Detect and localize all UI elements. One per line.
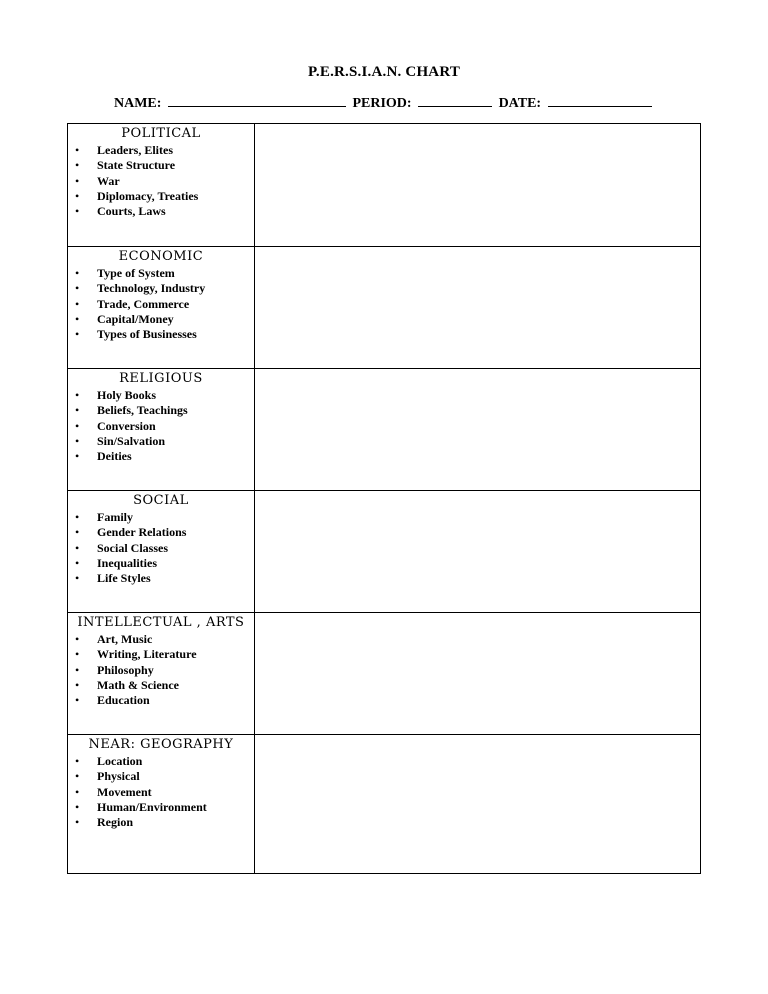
- chart-row-geography: [68, 735, 701, 874]
- category-list: [68, 754, 254, 830]
- list-item: • Inequalities: [68, 556, 254, 571]
- list-item: • Types of Businesses: [68, 327, 254, 342]
- category-list: [68, 143, 254, 219]
- list-item: • Holy Books: [68, 388, 254, 403]
- list-item: • Location: [68, 754, 254, 769]
- notes-cell-intellectual[interactable]: [254, 613, 700, 735]
- list-item: • Trade, Commerce: [68, 297, 254, 312]
- persian-chart-table: [67, 123, 701, 874]
- category-title: ECONOMIC: [118, 249, 204, 264]
- list-item: • Education: [68, 693, 254, 708]
- category-title: POLITICAL: [121, 126, 201, 141]
- category-list: [68, 632, 254, 708]
- list-item: • Type of System: [68, 266, 254, 281]
- category-list: [68, 510, 254, 586]
- category-cell: [68, 613, 255, 735]
- category-title: RELIGIOUS: [119, 371, 203, 386]
- list-item: • Deities: [68, 449, 254, 464]
- student-info-line: [114, 94, 655, 112]
- list-item: • Gender Relations: [68, 525, 254, 540]
- category-cell: [68, 369, 255, 491]
- list-item: • Capital/Money: [68, 312, 254, 327]
- date-blank[interactable]: [548, 94, 652, 107]
- list-item: • Courts, Laws: [68, 204, 254, 219]
- list-item: • Leaders, Elites: [68, 143, 254, 158]
- list-item: • Movement: [68, 785, 254, 800]
- list-item: • Technology, Industry: [68, 281, 254, 296]
- list-item: • Writing, Literature: [68, 647, 254, 662]
- list-item: • Social Classes: [68, 541, 254, 556]
- chart-row-political: [68, 124, 701, 247]
- notes-cell-religious[interactable]: [254, 369, 700, 491]
- category-cell: [68, 491, 255, 613]
- category-cell: [68, 124, 255, 247]
- list-item: • War: [68, 174, 254, 189]
- category-cell: [68, 247, 255, 369]
- category-title: INTELLECTUAL , ARTS: [77, 615, 245, 630]
- notes-cell-economic[interactable]: [254, 247, 700, 369]
- page-title: P.E.R.S.I.A.N. CHART: [307, 64, 461, 80]
- list-item: • Life Styles: [68, 571, 254, 586]
- category-title: SOCIAL: [133, 493, 189, 508]
- notes-cell-political[interactable]: [254, 124, 700, 247]
- list-item: • Philosophy: [68, 663, 254, 678]
- list-item: • Math & Science: [68, 678, 254, 693]
- notes-cell-geography[interactable]: [254, 735, 700, 874]
- chart-row-social: [68, 491, 701, 613]
- period-blank[interactable]: [418, 94, 492, 107]
- name-label: NAME:: [114, 96, 162, 111]
- chart-row-intellectual: [68, 613, 701, 735]
- category-title: NEAR: GEOGRAPHY: [88, 737, 234, 752]
- list-item: • Region: [68, 815, 254, 830]
- list-item: • Beliefs, Teachings: [68, 403, 254, 418]
- category-list: [68, 388, 254, 464]
- list-item: • Family: [68, 510, 254, 525]
- list-item: • Sin/Salvation: [68, 434, 254, 449]
- date-label: DATE:: [498, 96, 542, 111]
- chart-row-economic: [68, 247, 701, 369]
- list-item: • Diplomacy, Treaties: [68, 189, 254, 204]
- name-blank[interactable]: [168, 94, 346, 107]
- notes-cell-social[interactable]: [254, 491, 700, 613]
- list-item: • Human/Environment: [68, 800, 254, 815]
- list-item: • Physical: [68, 769, 254, 784]
- period-label: PERIOD:: [352, 96, 412, 111]
- list-item: • Conversion: [68, 419, 254, 434]
- category-cell: [68, 735, 255, 874]
- list-item: • State Structure: [68, 158, 254, 173]
- list-item: • Art, Music: [68, 632, 254, 647]
- category-list: [68, 266, 254, 342]
- chart-row-religious: [68, 369, 701, 491]
